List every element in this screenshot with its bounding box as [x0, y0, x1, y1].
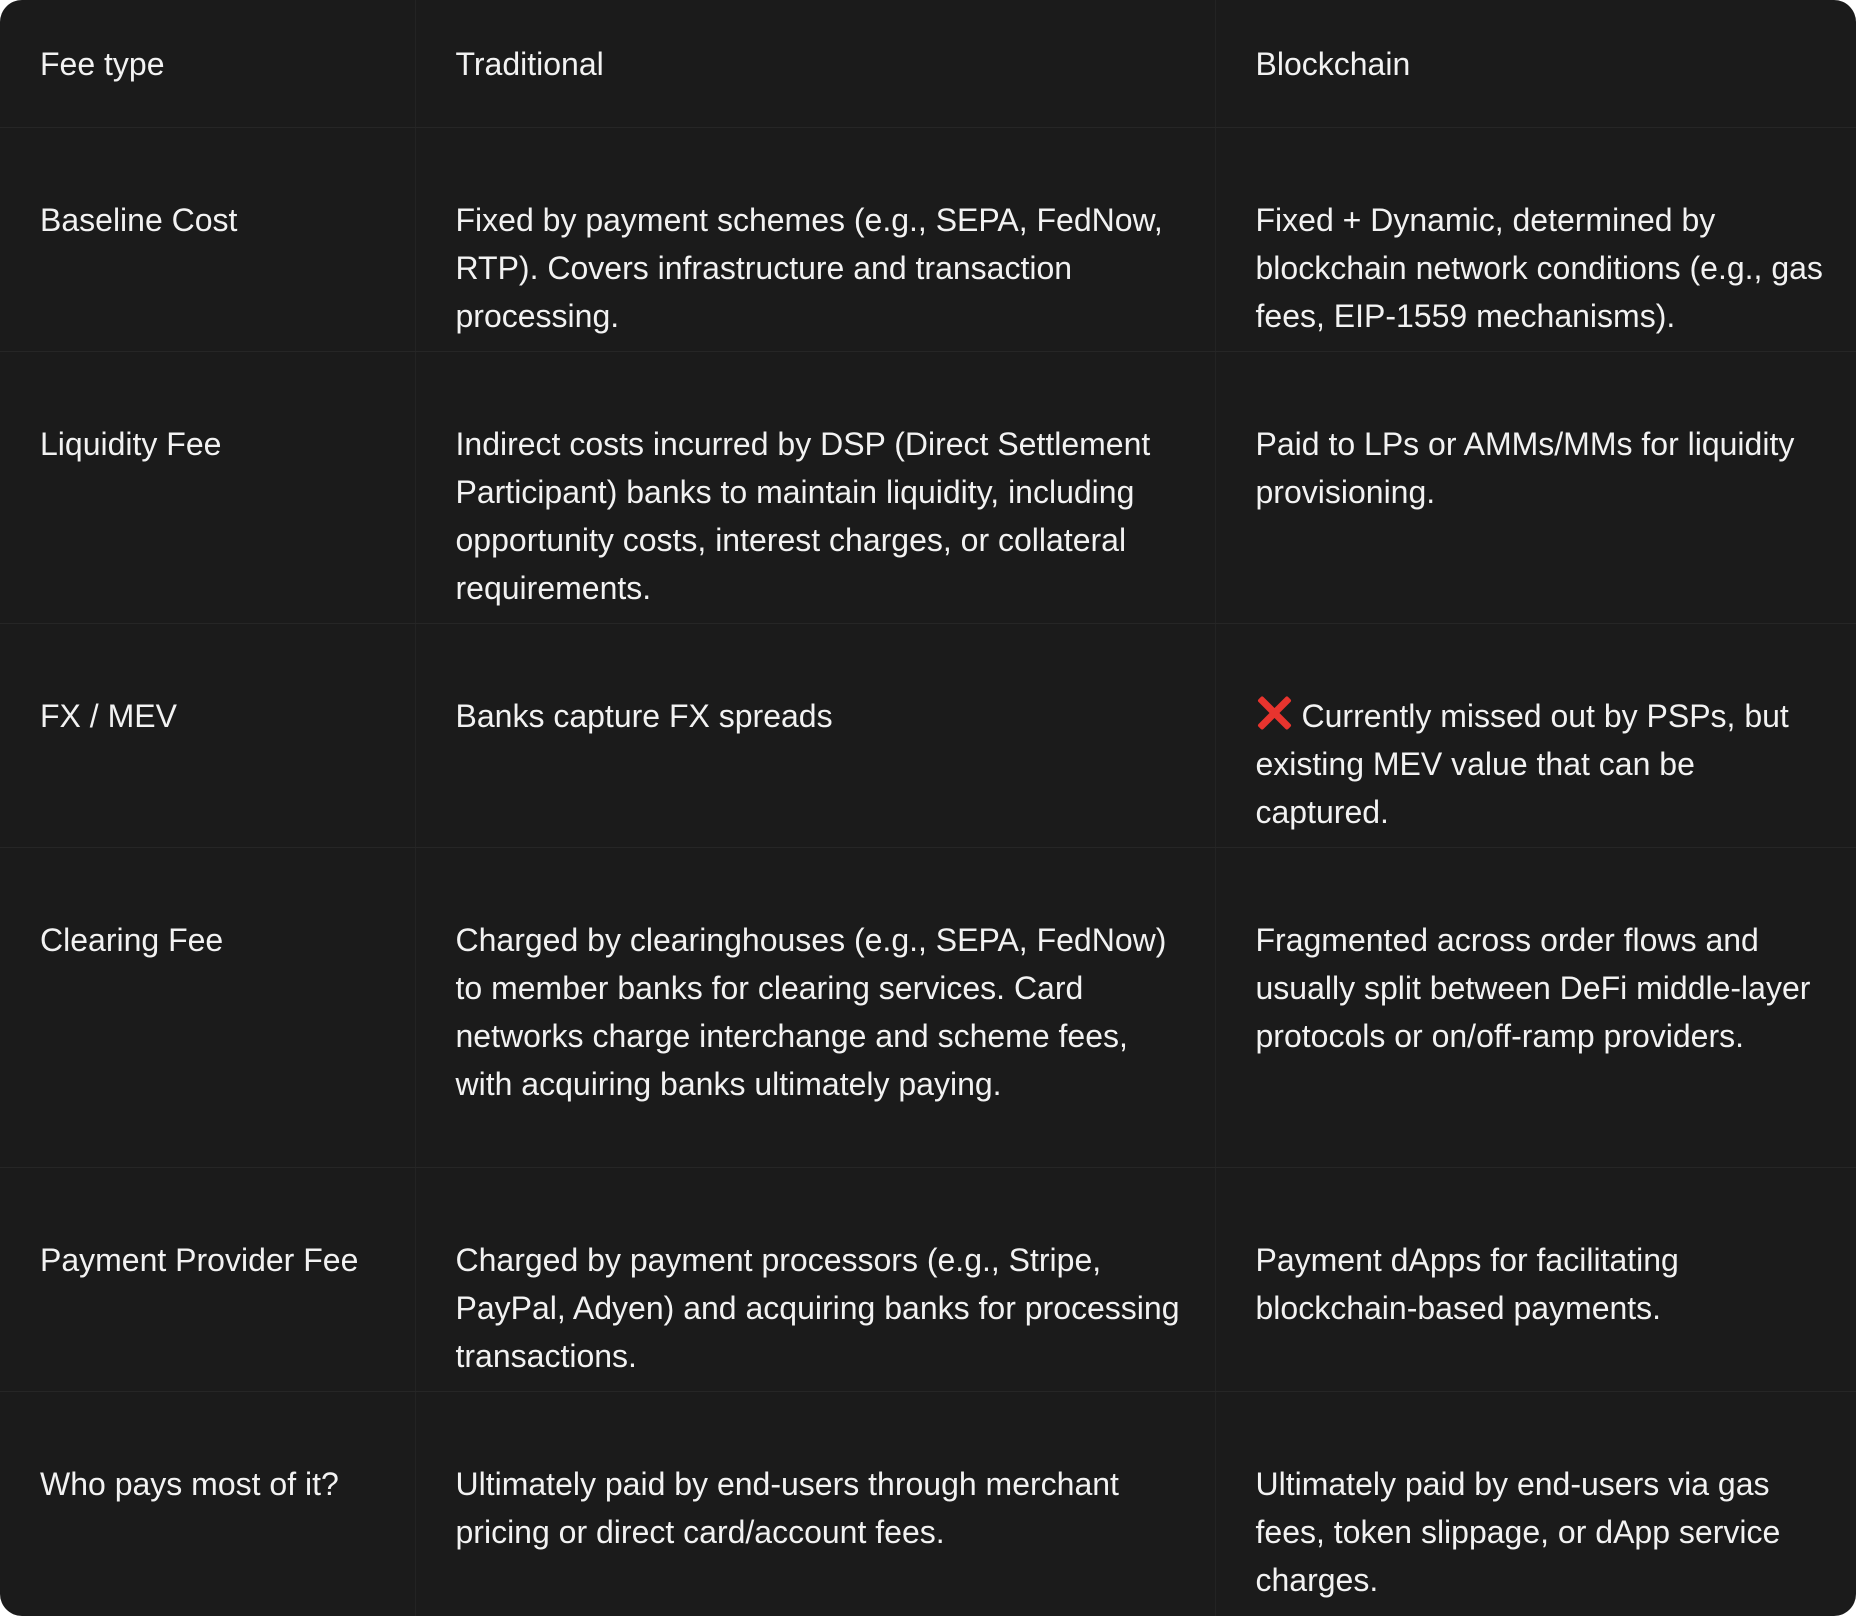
- table-row: [0, 623, 1856, 847]
- cell-fee-type: Payment Provider Fee: [0, 1167, 415, 1391]
- cell-fee-type: FX / MEV: [0, 623, 415, 847]
- table-row: [0, 127, 1856, 351]
- cell-traditional: Charged by payment processors (e.g., Stripe, PayPal, Adyen) and acquiring banks for processing transactions.: [415, 1167, 1215, 1391]
- header-traditional: Traditional: [415, 0, 1215, 127]
- cell-blockchain: Paid to LPs or AMMs/MMs for liquidity provisioning.: [1215, 351, 1856, 623]
- cross-mark-icon: [1256, 695, 1292, 731]
- header-fee-type: Fee type: [0, 0, 415, 127]
- cell-traditional: Indirect costs incurred by DSP (Direct Settlement Participant) banks to maintain liquidity, including opportunity costs, interest charges, or collateral requirements.: [415, 351, 1215, 623]
- cell-blockchain: Fragmented across order flows and usually split between DeFi middle-layer protocols or on/off-ramp providers.: [1215, 847, 1856, 1167]
- cell-fee-type: Clearing Fee: [0, 847, 415, 1167]
- cell-traditional: Ultimately paid by end-users through merchant pricing or direct card/account fees.: [415, 1391, 1215, 1616]
- cell-blockchain: Ultimately paid by end-users via gas fees, token slippage, or dApp service charges.: [1255, 1465, 1781, 1598]
- table-row: [0, 1167, 1856, 1391]
- table-header-row: [0, 0, 1856, 127]
- cell-blockchain: Fixed + Dynamic, determined by blockchain network conditions (e.g., gas fees, EIP-1559 mechanisms).: [1215, 127, 1856, 351]
- cell-blockchain: [1215, 623, 1856, 847]
- cell-traditional: Fixed by payment schemes (e.g., SEPA, FedNow, RTP). Covers infrastructure and transaction processing.: [415, 127, 1215, 351]
- cell-traditional: Banks capture FX spreads: [415, 623, 1215, 847]
- cell-fee-type: Who pays most of it?: [0, 1391, 415, 1616]
- table-row: [0, 351, 1856, 623]
- cell-blockchain: Payment dApps for facilitating blockchain-based payments.: [1215, 1167, 1856, 1391]
- cell-fee-type: Liquidity Fee: [0, 351, 415, 623]
- table-row: [0, 847, 1856, 1167]
- cell-fee-type: Baseline Cost: [0, 127, 415, 351]
- header-blockchain: Blockchain: [1215, 0, 1856, 127]
- table-row: [0, 1391, 1856, 1616]
- cell-traditional: Charged by clearinghouses (e.g., SEPA, FedNow) to member banks for clearing services. Card networks charge interchange and scheme fees, with acquiring banks ultimately paying.: [415, 847, 1215, 1167]
- cell-blockchain-text: Currently missed out by PSPs, but existing MEV value that can be captured.: [1255, 697, 1789, 830]
